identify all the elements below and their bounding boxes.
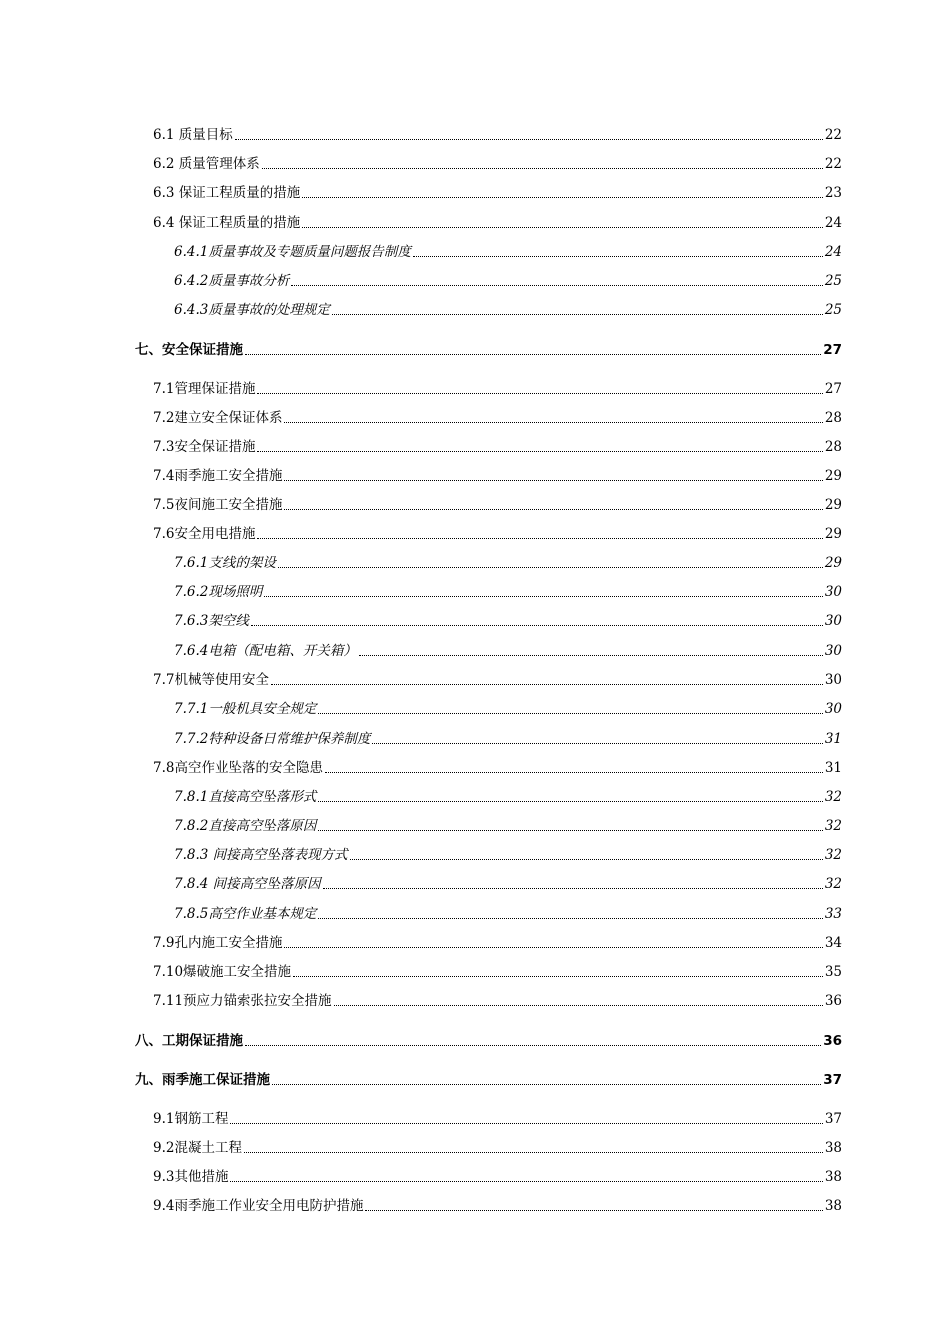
toc-page-number: 35 <box>824 964 842 980</box>
toc-entry[interactable] <box>174 728 842 748</box>
toc-page-number: 24 <box>824 215 842 231</box>
toc-page-number: 32 <box>824 847 842 863</box>
toc-entry-title: 7.7.2特种设备日常维护保养制度 <box>174 731 371 747</box>
toc-entry-title: 9.1钢筋工程 <box>153 1111 229 1127</box>
toc-page-number: 36 <box>823 1033 842 1049</box>
toc-dot-leader <box>293 976 823 977</box>
toc-page-number: 29 <box>824 468 842 484</box>
toc-entry-title: 九、雨季施工保证措施 <box>135 1072 270 1088</box>
toc-entry-title: 7.8.5高空作业基本规定 <box>174 906 317 922</box>
toc-dot-leader <box>413 256 823 257</box>
toc-page-number: 34 <box>824 935 842 951</box>
toc-page-number: 30 <box>824 643 842 659</box>
toc-entry[interactable] <box>174 786 842 806</box>
toc-page-number: 31 <box>824 731 842 747</box>
toc-entry[interactable] <box>153 124 842 144</box>
toc-entry-title: 7.9孔内施工安全措施 <box>153 935 283 951</box>
toc-entry[interactable] <box>153 407 842 427</box>
toc-page-number: 28 <box>824 439 842 455</box>
toc-dot-leader <box>245 1045 821 1046</box>
toc-page-number: 24 <box>824 244 842 260</box>
toc-entry-title: 7.4雨季施工安全措施 <box>153 468 283 484</box>
toc-page-number: 25 <box>824 302 842 318</box>
toc-page-number: 37 <box>823 1072 842 1088</box>
toc-entry-title: 八、工期保证措施 <box>135 1033 243 1049</box>
toc-entry[interactable] <box>174 903 842 923</box>
toc-entry[interactable] <box>174 844 842 864</box>
toc-entry[interactable] <box>153 1195 842 1215</box>
toc-entry[interactable] <box>153 378 842 398</box>
toc-page-number: 29 <box>824 555 842 571</box>
toc-dot-leader <box>257 393 822 394</box>
toc-entry-title: 7.3安全保证措施 <box>153 439 256 455</box>
toc-dot-leader <box>334 1005 823 1006</box>
toc-entry-title: 6.4.3质量事故的处理规定 <box>174 302 330 318</box>
toc-dot-leader <box>325 772 823 773</box>
toc-entry[interactable] <box>153 436 842 456</box>
toc-entry-title: 7.8.1直接高空坠落形式 <box>174 789 317 805</box>
toc-entry[interactable] <box>153 1108 842 1128</box>
toc-entry-title: 6.3 保证工程质量的措施 <box>153 185 301 201</box>
toc-dot-leader <box>318 830 822 831</box>
toc-entry-title: 7.5夜间施工安全措施 <box>153 497 283 513</box>
toc-page-number: 22 <box>824 156 842 172</box>
toc-dot-leader <box>291 285 822 286</box>
toc-entry[interactable] <box>153 523 842 543</box>
toc-page-number: 36 <box>824 993 842 1009</box>
toc-page-number: 38 <box>824 1198 842 1214</box>
toc-entry[interactable] <box>153 465 842 485</box>
toc-page-number: 23 <box>824 185 842 201</box>
toc-entry-title: 6.4 保证工程质量的措施 <box>153 215 301 231</box>
toc-entry-title: 7.8.3 间接高空坠落表现方式 <box>174 847 348 863</box>
toc-entry-title: 7.6安全用电措施 <box>153 526 256 542</box>
toc-entry-title: 9.4雨季施工作业安全用电防护措施 <box>153 1198 364 1214</box>
toc-page-number: 25 <box>824 273 842 289</box>
toc-entry[interactable] <box>135 1030 842 1050</box>
toc-dot-leader <box>284 480 822 481</box>
toc-entry-title: 7.11预应力锚索张拉安全措施 <box>153 993 332 1009</box>
toc-entry-title: 6.1 质量目标 <box>153 127 233 143</box>
toc-entry[interactable] <box>174 581 842 601</box>
toc-page-number: 27 <box>824 381 842 397</box>
toc-entry-title: 七、安全保证措施 <box>135 342 243 358</box>
toc-entry-title: 9.3其他措施 <box>153 1169 229 1185</box>
toc-entry-title: 7.6.4电箱（配电箱、开关箱） <box>174 643 357 659</box>
toc-dot-leader <box>271 684 823 685</box>
toc-entry[interactable] <box>174 299 842 319</box>
toc-entry-title: 7.8.2直接高空坠落原因 <box>174 818 317 834</box>
toc-dot-leader <box>365 1210 822 1211</box>
toc-dot-leader <box>318 801 822 802</box>
toc-dot-leader <box>350 859 823 860</box>
toc-dot-leader <box>318 713 822 714</box>
toc-entry[interactable] <box>153 212 842 232</box>
toc-dot-leader <box>318 918 822 919</box>
toc-entry-title: 9.2混凝土工程 <box>153 1140 242 1156</box>
toc-page-number: 32 <box>824 876 842 892</box>
toc-entry[interactable] <box>174 640 842 660</box>
toc-page-number: 37 <box>824 1111 842 1127</box>
toc-dot-leader <box>264 596 822 597</box>
toc-entry[interactable] <box>153 1137 842 1157</box>
toc-entry-title: 7.6.2现场照明 <box>174 584 263 600</box>
toc-page-number: 29 <box>824 526 842 542</box>
toc-dot-leader <box>284 422 822 423</box>
toc-entry-title: 7.6.3架空线 <box>174 613 249 629</box>
toc-entry[interactable] <box>135 339 842 359</box>
toc-dot-leader <box>302 197 823 198</box>
toc-entry[interactable] <box>153 757 842 777</box>
toc-dot-leader <box>244 1152 823 1153</box>
toc-entry[interactable] <box>153 961 842 981</box>
toc-page-number: 38 <box>824 1140 842 1156</box>
toc-entry-title: 6.4.2质量事故分析 <box>174 273 290 289</box>
toc-entry-title: 7.7.1一般机具安全规定 <box>174 701 317 717</box>
toc-dot-leader <box>302 227 823 228</box>
toc-entry[interactable] <box>153 669 842 689</box>
toc-page-number: 22 <box>824 127 842 143</box>
toc-entry[interactable] <box>153 1166 842 1186</box>
toc-entry[interactable] <box>174 698 842 718</box>
toc-entry-title: 7.8.4 间接高空坠落原因 <box>174 876 321 892</box>
toc-entry[interactable] <box>135 1069 842 1089</box>
toc-page-number: 31 <box>824 760 842 776</box>
toc-entry-title: 7.1管理保证措施 <box>153 381 256 397</box>
toc-page-number: 30 <box>824 701 842 717</box>
toc-page-number: 29 <box>824 497 842 513</box>
toc-page-number: 32 <box>824 789 842 805</box>
toc-dot-leader <box>278 567 823 568</box>
toc-entry-title: 6.4.1质量事故及专题质量问题报告制度 <box>174 244 411 260</box>
toc-dot-leader <box>262 168 823 169</box>
toc-page-number: 30 <box>824 672 842 688</box>
toc-entry[interactable] <box>174 270 842 290</box>
toc-page-number: 27 <box>823 342 842 358</box>
toc-entry-title: 7.2建立安全保证体系 <box>153 410 283 426</box>
toc-entry-title: 7.10爆破施工安全措施 <box>153 964 292 980</box>
toc-page-number: 33 <box>824 906 842 922</box>
toc-dot-leader <box>257 451 822 452</box>
toc-entry[interactable] <box>153 990 842 1010</box>
toc-page-number: 38 <box>824 1169 842 1185</box>
toc-page-number: 30 <box>824 584 842 600</box>
toc-entry[interactable] <box>174 241 842 261</box>
toc-entry-title: 6.2 质量管理体系 <box>153 156 260 172</box>
toc-dot-leader <box>359 655 823 656</box>
toc-dot-leader <box>372 743 822 744</box>
toc-dot-leader <box>251 625 823 626</box>
toc-dot-leader <box>230 1181 822 1182</box>
toc-page-number: 28 <box>824 410 842 426</box>
toc-dot-leader <box>257 538 822 539</box>
toc-dot-leader <box>235 139 823 140</box>
toc-dot-leader <box>245 354 821 355</box>
toc-entry[interactable] <box>153 494 842 514</box>
toc-dot-leader <box>272 1084 821 1085</box>
toc-entry[interactable] <box>153 182 842 202</box>
toc-entry[interactable] <box>174 610 842 630</box>
toc-entry-title: 7.6.1支线的架设 <box>174 555 276 571</box>
toc-dot-leader <box>230 1123 822 1124</box>
toc-entry[interactable] <box>153 932 842 952</box>
toc-page-number: 30 <box>824 613 842 629</box>
toc-page-number: 32 <box>824 818 842 834</box>
toc-entry[interactable] <box>174 815 842 835</box>
toc-dot-leader <box>284 509 822 510</box>
toc-entry-title: 7.8高空作业坠落的安全隐患 <box>153 760 323 776</box>
toc-entry[interactable] <box>174 873 842 893</box>
toc-dot-leader <box>284 947 822 948</box>
toc-dot-leader <box>332 314 823 315</box>
toc-entry[interactable] <box>174 552 842 572</box>
toc-dot-leader <box>323 888 823 889</box>
toc-entry-title: 7.7机械等使用安全 <box>153 672 269 688</box>
toc-entry[interactable] <box>153 153 842 173</box>
